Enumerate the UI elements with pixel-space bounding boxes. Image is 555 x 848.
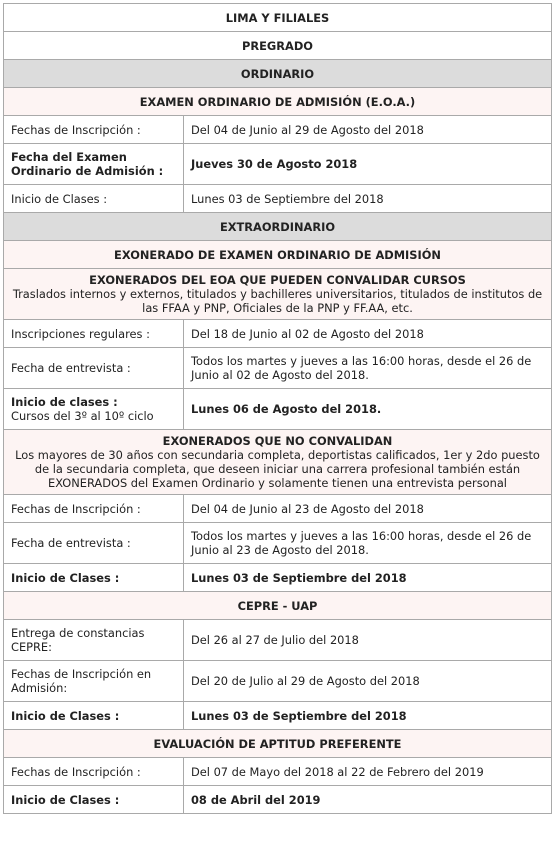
row-label: Fecha de entrevista : (4, 348, 184, 389)
row-label: Fechas de Inscripción en Admisión: (4, 661, 184, 702)
row-label: Inicio de Clases : (4, 185, 184, 213)
table-row (4, 758, 552, 786)
table-row (4, 144, 552, 185)
row-value: Del 18 de Junio al 02 de Agosto del 2018 (184, 320, 552, 348)
row-label (4, 389, 184, 430)
row-value: Del 04 de Junio al 29 de Agosto del 2018 (184, 116, 552, 144)
row-label: Inicio de Clases : (4, 702, 184, 730)
level-title: PREGRADO (4, 32, 552, 60)
row-value: 08 de Abril del 2019 (184, 786, 552, 814)
start-sublabel: Cursos del 3º al 10º ciclo (11, 409, 154, 423)
row-label: Fecha de entrevista : (4, 523, 184, 564)
row-label: Entrega de constancias CEPRE: (4, 620, 184, 661)
exonerado-title: EXONERADO DE EXAMEN ORDINARIO DE ADMISIÓN (4, 241, 552, 269)
row-label: Inicio de Clases : (4, 786, 184, 814)
row-value: Todos los martes y jueves a las 16:00 horas, desde el 26 de Junio al 02 de Agosto del 2018. (184, 348, 552, 389)
table-row (4, 348, 552, 389)
row-value: Del 26 al 27 de Julio del 2018 (184, 620, 552, 661)
section-header-cepre: CEPRE - UAP (4, 592, 552, 620)
page-title: LIMA Y FILIALES (4, 4, 552, 32)
admission-schedule-table (3, 3, 552, 814)
no-convalidan-title: EXONERADOS QUE NO CONVALIDAN (162, 434, 393, 448)
row-label: Inicio de Clases : (4, 564, 184, 592)
convalidan-block (4, 269, 552, 320)
row-label: Inscripciones regulares : (4, 320, 184, 348)
row-label: Fechas de Inscripción : (4, 495, 184, 523)
row-value: Del 04 de Junio al 23 de Agosto del 2018 (184, 495, 552, 523)
row-value: Todos los martes y jueves a las 16:00 horas, desde el 26 de Junio al 23 de Agosto del 2018. (184, 523, 552, 564)
row-value: Lunes 06 de Agosto del 2018. (184, 389, 552, 430)
convalidan-description: Traslados internos y externos, titulados y bachilleres universitarios, titulados de institutos de las FFAA y PNP, Oficiales de la PNP y FF.AA, etc. (12, 287, 543, 315)
table-row (4, 620, 552, 661)
table-row (4, 495, 552, 523)
exam-title: EXAMEN ORDINARIO DE ADMISIÓN (E.O.A.) (4, 88, 552, 116)
table-row (4, 786, 552, 814)
section-header-ordinario: ORDINARIO (4, 60, 552, 88)
no-convalidan-block (4, 430, 552, 495)
table-row (4, 564, 552, 592)
row-label: Fechas de Inscripción : (4, 758, 184, 786)
row-label: Fechas de Inscripción : (4, 116, 184, 144)
row-value: Lunes 03 de Septiembre del 2018 (184, 702, 552, 730)
table-row (4, 523, 552, 564)
section-header-aptitud: EVALUACIÓN DE APTITUD PREFERENTE (4, 730, 552, 758)
row-value: Lunes 03 de Septiembre del 2018 (184, 185, 552, 213)
convalidan-title: EXONERADOS DEL EOA QUE PUEDEN CONVALIDAR CURSOS (89, 273, 466, 287)
section-header-extraordinario: EXTRAORDINARIO (4, 213, 552, 241)
row-value: Jueves 30 de Agosto 2018 (184, 144, 552, 185)
row-label: Fecha del Examen Ordinario de Admisión : (4, 144, 184, 185)
table-row (4, 185, 552, 213)
start-label: Inicio de clases : (11, 395, 118, 409)
table-row (4, 702, 552, 730)
table-row (4, 116, 552, 144)
row-value: Del 07 de Mayo del 2018 al 22 de Febrero del 2019 (184, 758, 552, 786)
table-row (4, 320, 552, 348)
row-value: Del 20 de Julio al 29 de Agosto del 2018 (184, 661, 552, 702)
table-row (4, 661, 552, 702)
no-convalidan-description: Los mayores de 30 años con secundaria completa, deportistas calificados, 1er y 2do puesto de la secundaria completa, que deseen iniciar una carrera profesional también están EXONERADOS del Examen Ordinario y solamente tienen una entrevista personal (15, 448, 540, 490)
table-row (4, 389, 552, 430)
row-value: Lunes 03 de Septiembre del 2018 (184, 564, 552, 592)
